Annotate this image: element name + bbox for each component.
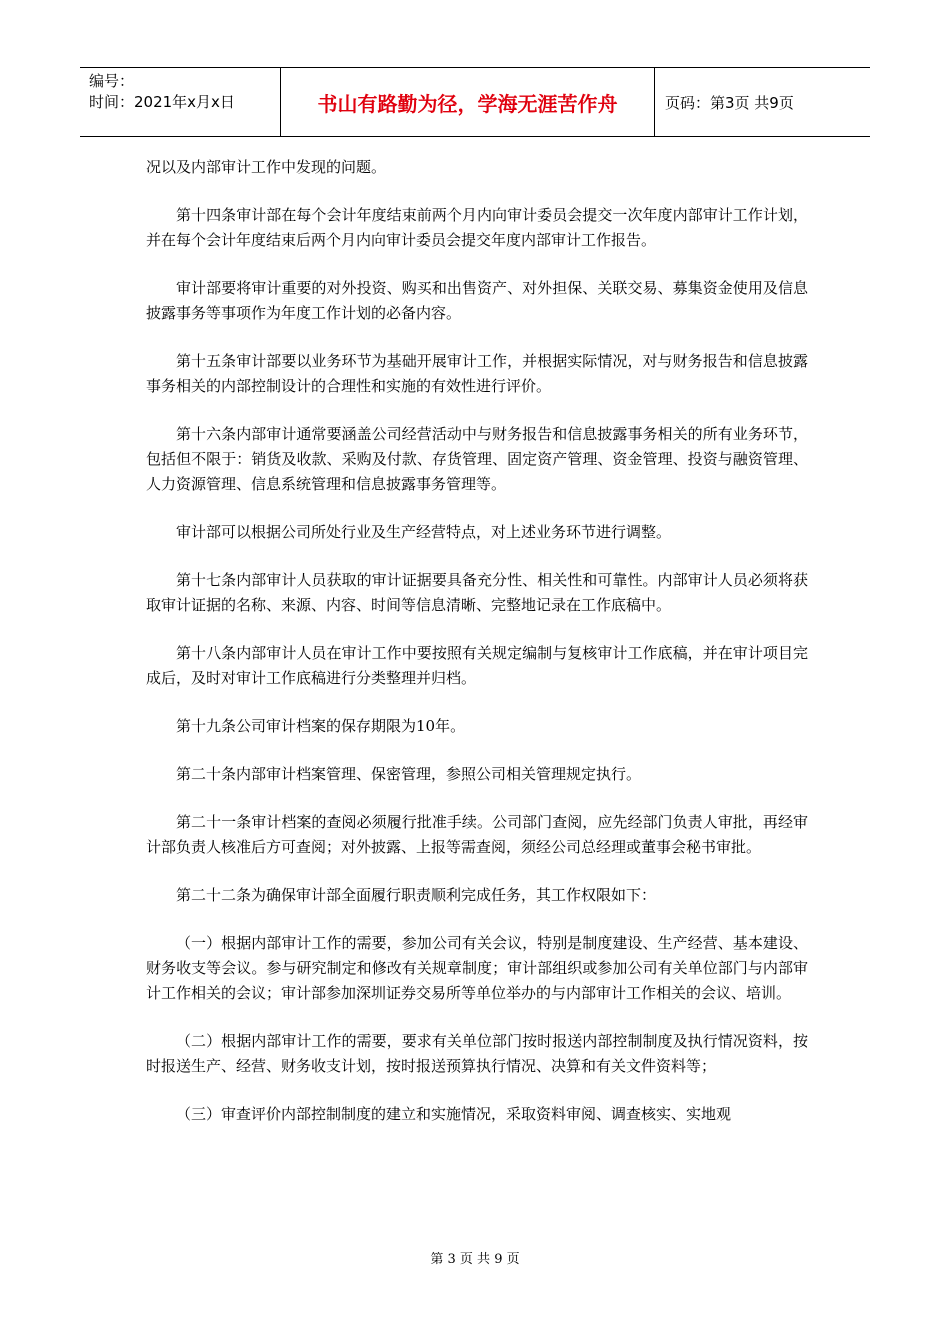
paragraph: 第二十二条为确保审计部全面履行职责顺利完成任务，其工作权限如下： (176, 886, 657, 904)
document-date: 时间：2021年x月x日 (89, 93, 235, 111)
document-number-label: 编号： (89, 72, 135, 90)
paragraph: 第十六条内部审计通常要涵盖公司经营活动中与财务报告和信息披露事务相关的所有业务环节，包括但不限于：销货及收款、采购及付款、存货管理、固定资产管理、资金管理、投资与融资管理、人力资源管理、信息系统管理和信息披露事务管理等。 (146, 425, 808, 493)
header-page-info: 页码：第3页 共9页 (665, 93, 794, 112)
header-motto: 书山有路勤为径，学海无涯苦作舟 (281, 68, 655, 136)
page-footer: 第 3 页 共 9 页 (430, 1252, 520, 1267)
paragraph: 第十五条审计部要以业务环节为基础开展审计工作，并根据实际情况，对与财务报告和信息披露事务相关的内部控制设计的合理性和实施的有效性进行评价。 (146, 352, 808, 395)
paragraph: 审计部要将审计重要的对外投资、购买和出售资产、对外担保、关联交易、募集资金使用及信息披露事务等事项作为年度工作计划的必备内容。 (146, 279, 808, 322)
page-header (80, 67, 870, 137)
paragraph: （三）审查评价内部控制制度的建立和实施情况，采取资料审阅、调查核实、实地观 (176, 1105, 732, 1123)
paragraph: 第二十条内部审计档案管理、保密管理，参照公司相关管理规定执行。 (176, 765, 642, 783)
paragraph: 第十八条内部审计人员在审计工作中要按照有关规定编制与复核审计工作底稿，并在审计项目完成后，及时对审计工作底稿进行分类整理并归档。 (146, 644, 808, 687)
paragraph: 第十七条内部审计人员获取的审计证据要具备充分性、相关性和可靠性。内部审计人员必须将获取审计证据的名称、来源、内容、时间等信息清晰、完整地记录在工作底稿中。 (146, 571, 808, 614)
paragraph: （二）根据内部审计工作的需要，要求有关单位部门按时报送内部控制制度及执行情况资料，按时报送生产、经营、财务收支计划，按时报送预算执行情况、决算和有关文件资料等； (146, 1032, 808, 1075)
paragraph: 第十四条审计部在每个会计年度结束前两个月内向审计委员会提交一次年度内部审计工作计划，并在每个会计年度结束后两个月内向审计委员会提交年度内部审计工作报告。 (146, 206, 808, 249)
document-body (146, 155, 808, 1150)
paragraph: 审计部可以根据公司所处行业及生产经营特点，对上述业务环节进行调整。 (176, 523, 672, 541)
paragraph: （一）根据内部审计工作的需要，参加公司有关会议，特别是制度建设、生产经营、基本建设、财务收支等会议。参与研究制定和修改有关规章制度；审计部组织或参加公司有关单位部门与内部审计工作相关的会议；审计部参加深圳证券交易所等单位举办的与内部审计工作相关的会议、培训。 (146, 934, 808, 1002)
paragraph: 第二十一条审计档案的查阅必须履行批准手续。公司部门查阅，应先经部门负责人审批，再经审计部负责人核准后方可查阅；对外披露、上报等需查阅，须经公司总经理或董事会秘书审批。 (146, 813, 808, 856)
paragraph: 况以及内部审计工作中发现的问题。 (146, 158, 387, 176)
header-meta (80, 68, 281, 136)
paragraph: 第十九条公司审计档案的保存期限为10年。 (176, 717, 466, 735)
